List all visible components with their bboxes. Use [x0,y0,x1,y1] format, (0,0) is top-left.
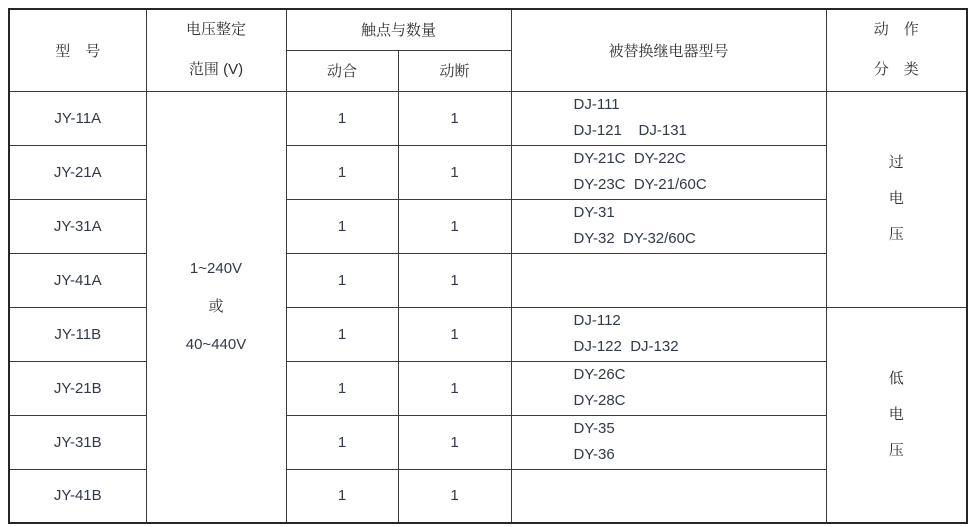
contact-nc-cell: 1 [398,145,511,199]
replaced-model-line: DY-26C [573,366,626,383]
header-action-class [826,9,967,91]
header-voltage-line2: 范围 (V) [188,61,244,79]
header-contact-nc: 动断 [398,50,511,91]
contact-no-cell: 1 [286,145,398,199]
replaced-model-line: DJ-122 DJ-132 [573,338,679,355]
model-cell: JY-31B [9,415,146,469]
model-cell: JY-21A [9,145,146,199]
header-model: 型 号 [9,9,146,91]
contact-nc-cell: 1 [398,199,511,253]
contact-no-cell: 1 [286,199,398,253]
replaced-model-line: DJ-112 [573,312,621,329]
replaced-models-cell [511,145,826,199]
model-cell: JY-11B [9,307,146,361]
model-cell: JY-41B [9,469,146,523]
replaced-models-cell [511,91,826,145]
action-char: 电 [888,190,904,207]
action-class-overvoltage [826,91,967,307]
replaced-model-line: DJ-121 DJ-131 [573,122,687,139]
contact-nc-cell: 1 [398,307,511,361]
header-contact-no: 动合 [286,50,398,91]
replaced-model-line: DY-31 [573,204,615,221]
contact-nc-cell: 1 [398,469,511,523]
header-voltage-range [146,9,286,91]
header-action-line2: 分 类 [873,61,919,79]
replaced-model-line: DY-35 [573,420,615,437]
action-char: 过 [888,154,904,171]
contact-no-cell: 1 [286,415,398,469]
replaced-model-line: DY-23C DY-21/60C [573,176,707,193]
header-action-line1: 动 作 [873,21,919,39]
model-cell: JY-31A [9,199,146,253]
replaced-model-line: DY-21C DY-22C [573,150,686,167]
replaced-models-cell [511,361,826,415]
replaced-models-cell [511,253,826,307]
header-voltage-line1: 电压整定 [185,21,246,39]
replaced-models-cell [511,415,826,469]
model-cell: JY-21B [9,361,146,415]
voltage-range-line2: 或 [208,297,224,315]
replaced-models-cell [511,469,826,523]
replaced-model-line: DJ-111 [573,96,620,113]
model-cell: JY-11A [9,91,146,145]
action-class-undervoltage [826,307,967,523]
contact-no-cell: 1 [286,91,398,145]
action-char: 电 [888,405,904,423]
contact-no-cell: 1 [286,307,398,361]
replaced-model-line: DY-32 DY-32/60C [573,230,696,247]
replaced-models-cell [511,307,826,361]
header-replaced-models: 被替换继电器型号 [511,9,826,91]
header-row [9,9,967,50]
action-char: 压 [888,441,904,459]
contact-nc-cell: 1 [398,91,511,145]
voltage-range-cell [146,91,286,523]
contact-nc-cell: 1 [398,415,511,469]
contact-nc-cell: 1 [398,253,511,307]
relay-spec-table [8,8,968,524]
model-cell: JY-41A [9,253,146,307]
replaced-model-line: DY-28C [573,392,626,409]
contact-no-cell: 1 [286,253,398,307]
contact-no-cell: 1 [286,361,398,415]
voltage-range-line3: 40~440V [185,335,247,353]
header-contacts: 触点与数量 [286,9,511,50]
contact-nc-cell: 1 [398,361,511,415]
table-row [9,91,967,145]
replaced-models-cell [511,199,826,253]
action-char: 压 [888,226,904,243]
action-char: 低 [888,369,904,387]
replaced-model-line: DY-36 [573,446,615,463]
contact-no-cell: 1 [286,469,398,523]
voltage-range-line1: 1~240V [189,259,243,277]
